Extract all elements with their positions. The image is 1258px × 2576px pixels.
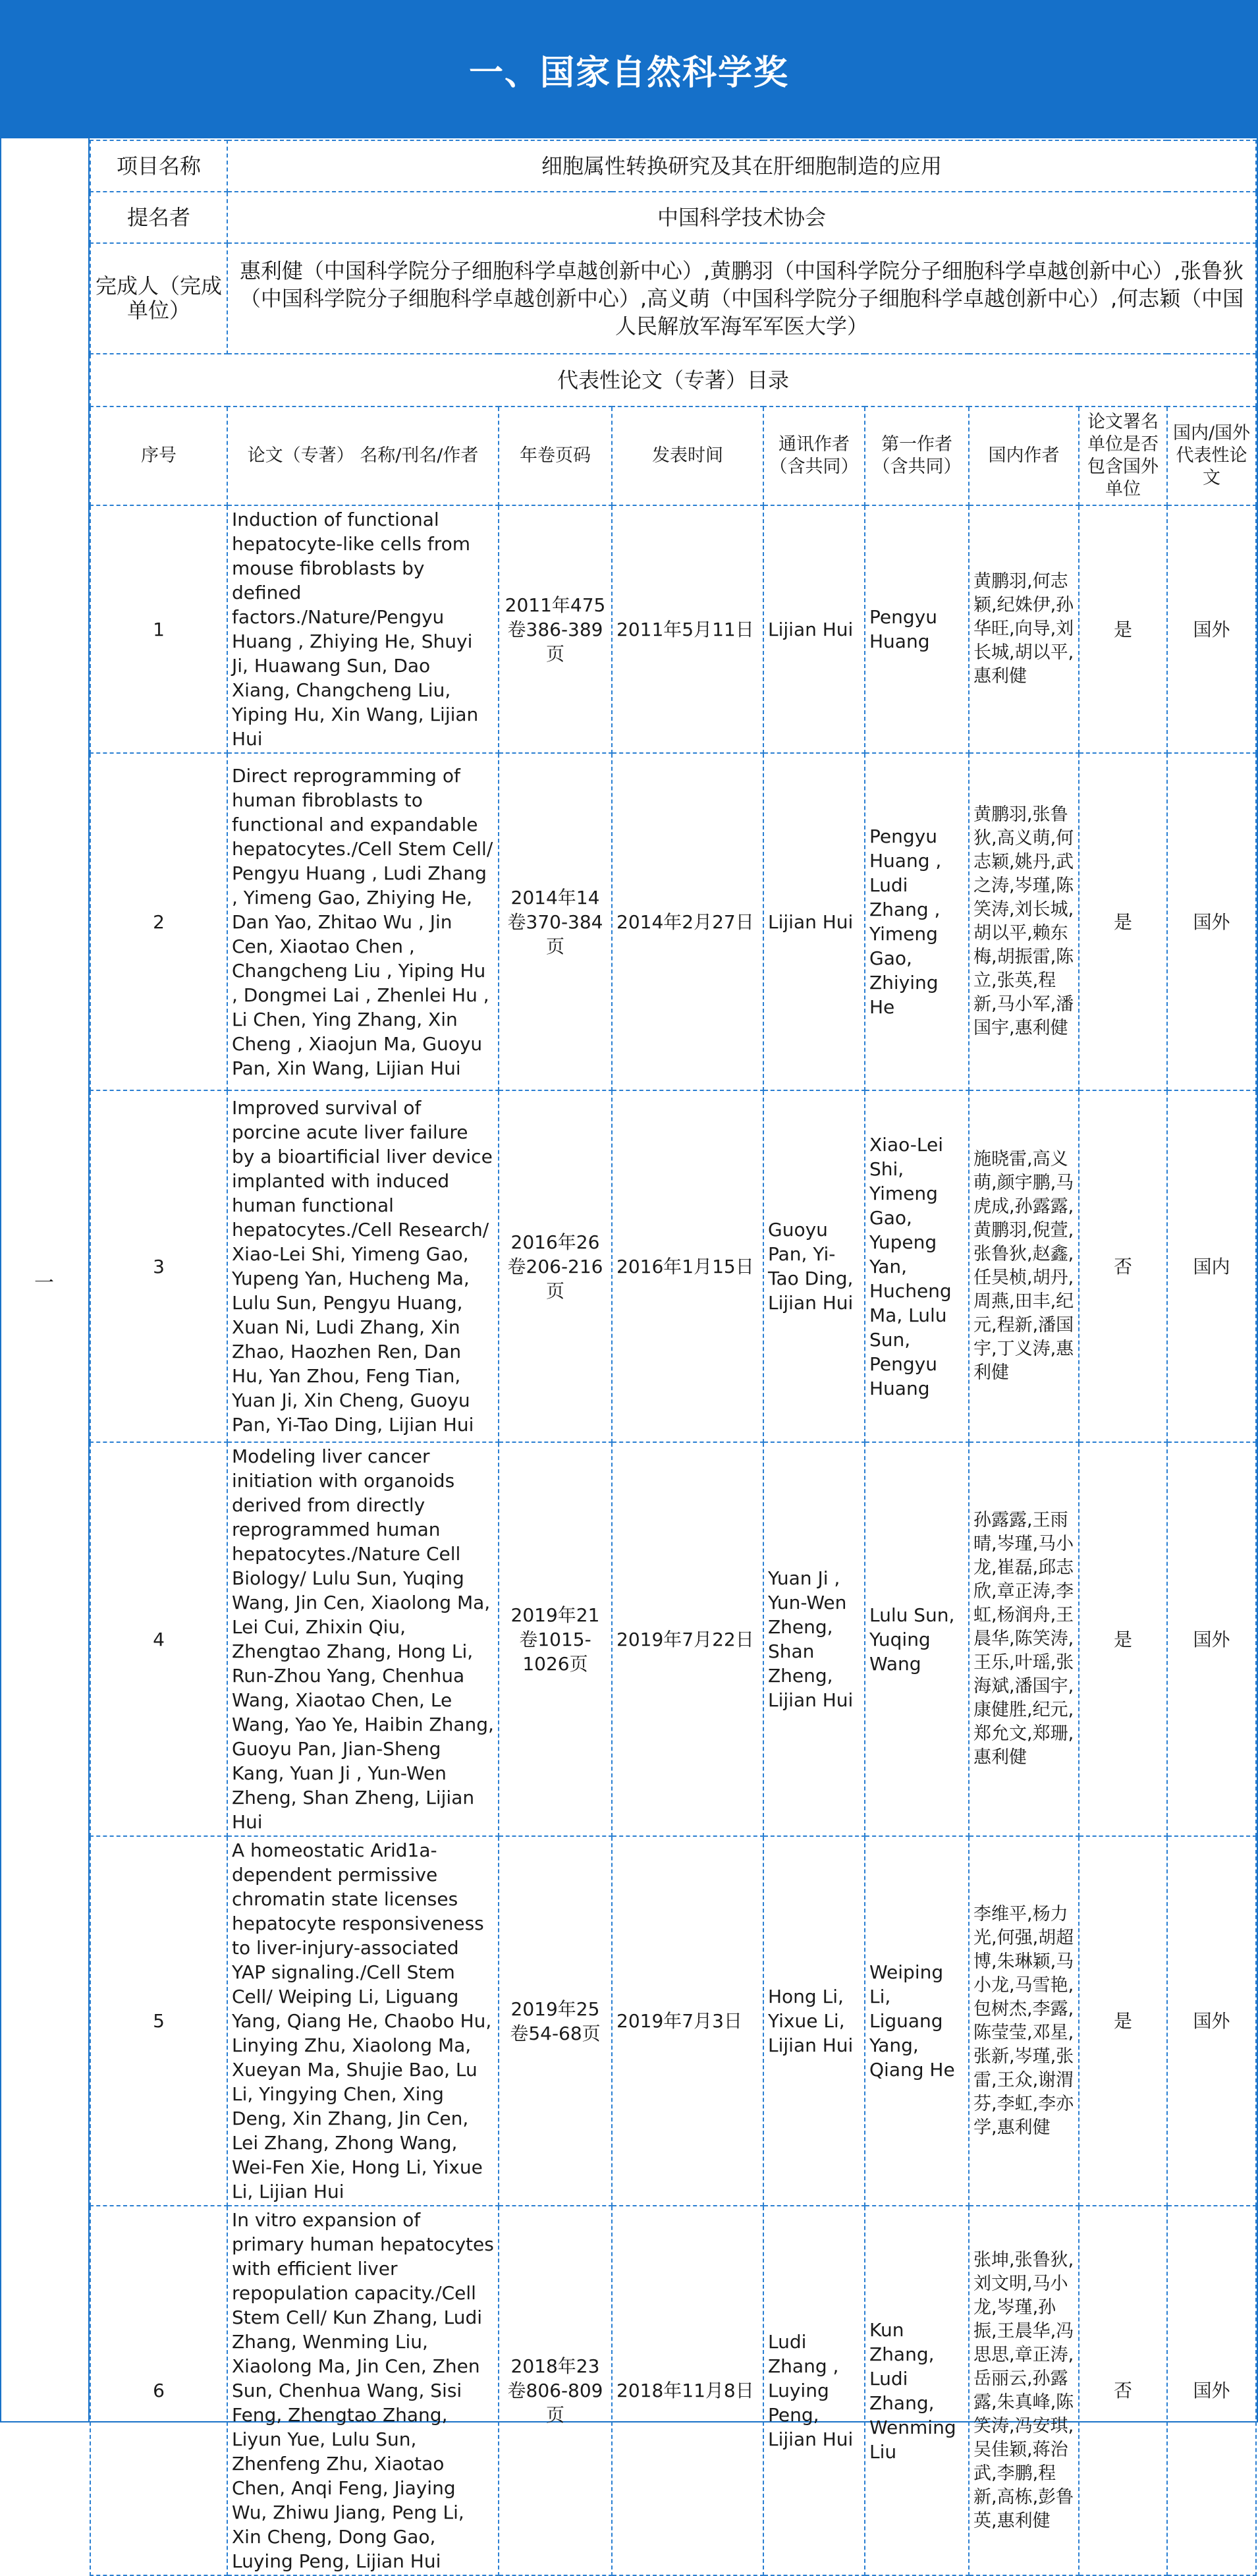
row-date: 2011年5月11日 — [612, 505, 763, 753]
completers-value: 惠利健（中国科学院分子细胞科学卓越创新中心）,黄鹏羽（中国科学院分子细胞科学卓越创新中心）,张鲁狄（中国科学院分子细胞科学卓越创新中心）,高义萌（中国科学院分子细胞科学卓越创新中心）,何志颖（中国人民解放军海军军医大学） — [227, 243, 1256, 354]
project-name-label: 项目名称 — [90, 140, 227, 192]
completers-label: 完成人（完成单位） — [90, 243, 227, 354]
row-paper: Direct reprogramming of human fibroblasts to functional and expandable hepatocytes./Cell Stem Cell/ Pengyu Huang , Ludi Zhang , Yimeng Gao, Zhiying He, Dan Yao, Zhitao Wu , Jin Cen, Xiaotao Chen , Changcheng Liu , Yiping Hu , Dongmei Lai , Zhenlei Hu , Li Chen, Ying Zhang, Xin Cheng , Xiaojun Ma, Guoyu Pan, Xin Wang, Lijian Hui — [227, 753, 499, 1090]
row-corresponding: Lijian Hui — [763, 505, 865, 753]
row-foreign-unit: 是 — [1079, 505, 1167, 753]
row-date: 2019年7月3日 — [612, 1836, 763, 2206]
row-volume: 2019年25卷54-68页 — [499, 1836, 612, 2206]
nominator-value: 中国科学技术协会 — [227, 192, 1256, 243]
row-corresponding: Ludi Zhang , Luying Peng, Lijian Hui — [763, 2206, 865, 2575]
row-foreign-unit: 是 — [1079, 1442, 1167, 1836]
col-header-dom-foreign: 国内/国外代表性论文 — [1167, 406, 1256, 505]
row-dom-foreign: 国外 — [1167, 505, 1256, 753]
row-no: 4 — [90, 1442, 227, 1836]
table-row — [90, 2206, 1256, 2575]
row-dom-foreign: 国外 — [1167, 1442, 1256, 1836]
row-first-author: Lulu Sun, Yuqing Wang — [865, 1442, 969, 1836]
row-first-author: Weiping Li, Liguang Yang, Qiang He — [865, 1836, 969, 2206]
col-header-paper: 论文（专著） 名称/刊名/作者 — [227, 406, 499, 505]
row-paper: Modeling liver cancer initiation with organoids derived from directly reprogrammed human hepatocytes./Nature Cell Biology/ Lulu Sun, Yuqing Wang, Jin Cen, Xiaolong Ma, Lei Cui, Zhixin Qiu, Zhengtao Zhang, Hong Li, Run-Zhou Yang, Chenhua Wang, Xiaotao Chen, Le Wang, Yao Ye, Haibin Zhang, Guoyu Pan, Jian-Sheng Kang, Yuan Ji , Yun-Wen Zheng, Shan Zheng, Lijian Hui — [227, 1442, 499, 1836]
row-no: 1 — [90, 505, 227, 753]
row-foreign-unit: 否 — [1079, 2206, 1167, 2575]
row-no: 6 — [90, 2206, 227, 2575]
row-dom-foreign: 国外 — [1167, 753, 1256, 1090]
page-title: 一、国家自然科学奖 — [468, 53, 789, 93]
nominator-label: 提名者 — [90, 192, 227, 243]
row-domestic-authors: 黄鹏羽,张鲁狄,高义萌,何志颖,姚丹,武之涛,岑瑾,陈笑涛,刘长城,胡以平,赖东梅,胡振雷,陈立,张英,程新,马小军,潘国宇,惠利健 — [969, 753, 1079, 1090]
col-header-date: 发表时间 — [612, 406, 763, 505]
table-row — [90, 505, 1256, 753]
row-corresponding: Lijian Hui — [763, 753, 865, 1090]
row-corresponding: Yuan Ji , Yun-Wen Zheng, Shan Zheng, Lijian Hui — [763, 1442, 865, 1836]
row-domestic-authors: 李维平,杨力光,何强,胡超博,朱琳颖,马小龙,马雪艳,包树杰,李露,陈莹莹,邓星,张新,岑瑾,张雷,王众,谢渭芬,李虹,李亦学,惠利健 — [969, 1836, 1079, 2206]
row-dom-foreign: 国内 — [1167, 1090, 1256, 1442]
row-no: 2 — [90, 753, 227, 1090]
col-header-no: 序号 — [90, 406, 227, 505]
project-name-value: 细胞属性转换研究及其在肝细胞制造的应用 — [227, 140, 1256, 192]
row-domestic-authors: 施晓雷,高义萌,颜宇鹏,马虎成,孙露露,黄鹏羽,倪萱,张鲁狄,赵鑫,任昊桢,胡丹,周燕,田丰,纪元,程新,潘国宇,丁义涛,惠利健 — [969, 1090, 1079, 1442]
row-volume: 2019年21卷1015-1026页 — [499, 1442, 612, 1836]
row-volume: 2014年14卷370-384页 — [499, 753, 612, 1090]
row-first-author: Xiao-Lei Shi, Yimeng Gao, Yupeng Yan, Hucheng Ma, Lulu Sun, Pengyu Huang — [865, 1090, 969, 1442]
row-domestic-authors: 孙露露,王雨晴,岑瑾,马小龙,崔磊,邱志欣,章正涛,李虹,杨润舟,王晨华,陈笑涛,王乐,叶瑶,张海斌,潘国宇,康健胜,纪元,郑允文,郑珊,惠利健 — [969, 1442, 1079, 1836]
col-header-volume: 年卷页码 — [499, 406, 612, 505]
row-first-author: Pengyu Huang , Ludi Zhang , Yimeng Gao, Zhiying He — [865, 753, 969, 1090]
row-date: 2019年7月22日 — [612, 1442, 763, 1836]
table-row — [90, 1836, 1256, 2206]
row-first-author: Kun Zhang, Ludi Zhang, Wenming Liu — [865, 2206, 969, 2575]
row-volume: 2011年475卷386-389页 — [499, 505, 612, 753]
table-row — [90, 1442, 1256, 1836]
row-volume: 2016年26卷206-216页 — [499, 1090, 612, 1442]
page-header — [0, 0, 1258, 138]
row-first-author: Pengyu Huang — [865, 505, 969, 753]
row-date: 2014年2月27日 — [612, 753, 763, 1090]
row-domestic-authors: 张坤,张鲁狄,刘文明,马小龙,岑瑾,孙振,王晨华,冯思思,章正涛,岳丽云,孙露露,朱真峰,陈笑涛,冯安琪,吴佳颖,蒋治武,李鹏,程新,高栋,彭鲁英,惠利健 — [969, 2206, 1079, 2575]
row-paper: Improved survival of porcine acute liver failure by a bioartificial liver device implanted with induced human functional hepatocytes./Cell Research/ Xiao-Lei Shi, Yimeng Gao, Yupeng Yan, Hucheng Ma, Lulu Sun, Pengyu Huang, Xuan Ni, Ludi Zhang, Xin Zhao, Haozhen Ren, Dan Hu, Yan Zhou, Feng Tian, Yuan Ji, Xin Cheng, Guoyu Pan, Yi-Tao Ding, Lijian Hui — [227, 1090, 499, 1442]
row-date: 2018年11月8日 — [612, 2206, 763, 2575]
papers-section-title: 代表性论文（专著）目录 — [90, 354, 1256, 406]
row-foreign-unit: 否 — [1079, 1090, 1167, 1442]
row-dom-foreign: 国外 — [1167, 2206, 1256, 2575]
col-header-first: 第一作者（含共同） — [865, 406, 969, 505]
row-no: 5 — [90, 1836, 227, 2206]
row-paper: A homeostatic Arid1a-dependent permissive chromatin state licenses hepatocyte responsiveness to liver-injury-associated YAP signaling./Cell Stem Cell/ Weiping Li, Liguang Yang, Qiang He, Chaobo Hu, Linying Zhu, Xiaolong Ma, Xueyan Ma, Shujie Bao, Lu Li, Yingying Chen, Xing Deng, Xin Zhang, Jin Cen, Lei Zhang, Zhong Wang, Wei-Fen Xie, Hong Li, Yixue Li, Lijian Hui — [227, 1836, 499, 2206]
table-row — [90, 753, 1256, 1090]
row-no: 3 — [90, 1090, 227, 1442]
row-dom-foreign: 国外 — [1167, 1836, 1256, 2206]
row-corresponding: Guoyu Pan, Yi-Tao Ding, Lijian Hui — [763, 1090, 865, 1442]
row-foreign-unit: 是 — [1079, 753, 1167, 1090]
row-domestic-authors: 黄鹏羽,何志颖,纪姝伊,孙华旺,向导,刘长城,胡以平,惠利健 — [969, 505, 1079, 753]
row-corresponding: Hong Li, Yixue Li, Lijian Hui — [763, 1836, 865, 2206]
row-foreign-unit: 是 — [1079, 1836, 1167, 2206]
col-header-domestic: 国内作者 — [969, 406, 1079, 505]
table-row — [90, 1090, 1256, 1442]
row-volume: 2018年23卷806-809页 — [499, 2206, 612, 2575]
col-header-foreign-unit: 论文署名单位是否包含国外单位 — [1079, 406, 1167, 505]
row-paper: In vitro expansion of primary human hepatocytes with efficient liver repopulation capacity./Cell Stem Cell/ Kun Zhang, Ludi Zhang, Wenming Liu, Xiaolong Ma, Jin Cen, Zhen Sun, Chenhua Wang, Sisi Feng, Zhengtao Zhang, Liyun Yue, Lulu Sun, Zhenfeng Zhu, Xiaotao Chen, Anqi Feng, Jiaying Wu, Zhiwu Jiang, Peng Li, Xin Cheng, Dong Gao, Luying Peng, Lijian Hui — [227, 2206, 499, 2575]
row-date: 2016年1月15日 — [612, 1090, 763, 1442]
award-index: 一 — [0, 138, 90, 2422]
col-header-corresponding: 通讯作者（含共同） — [763, 406, 865, 505]
award-table — [90, 140, 1257, 2576]
row-paper: Induction of functional hepatocyte-like cells from mouse fibroblasts by defined factors./Nature/Pengyu Huang , Zhiying He, Shuyi Ji, Huawang Sun, Dao Xiang, Changcheng Liu, Yiping Hu, Xin Wang, Lijian Hui — [227, 505, 499, 753]
